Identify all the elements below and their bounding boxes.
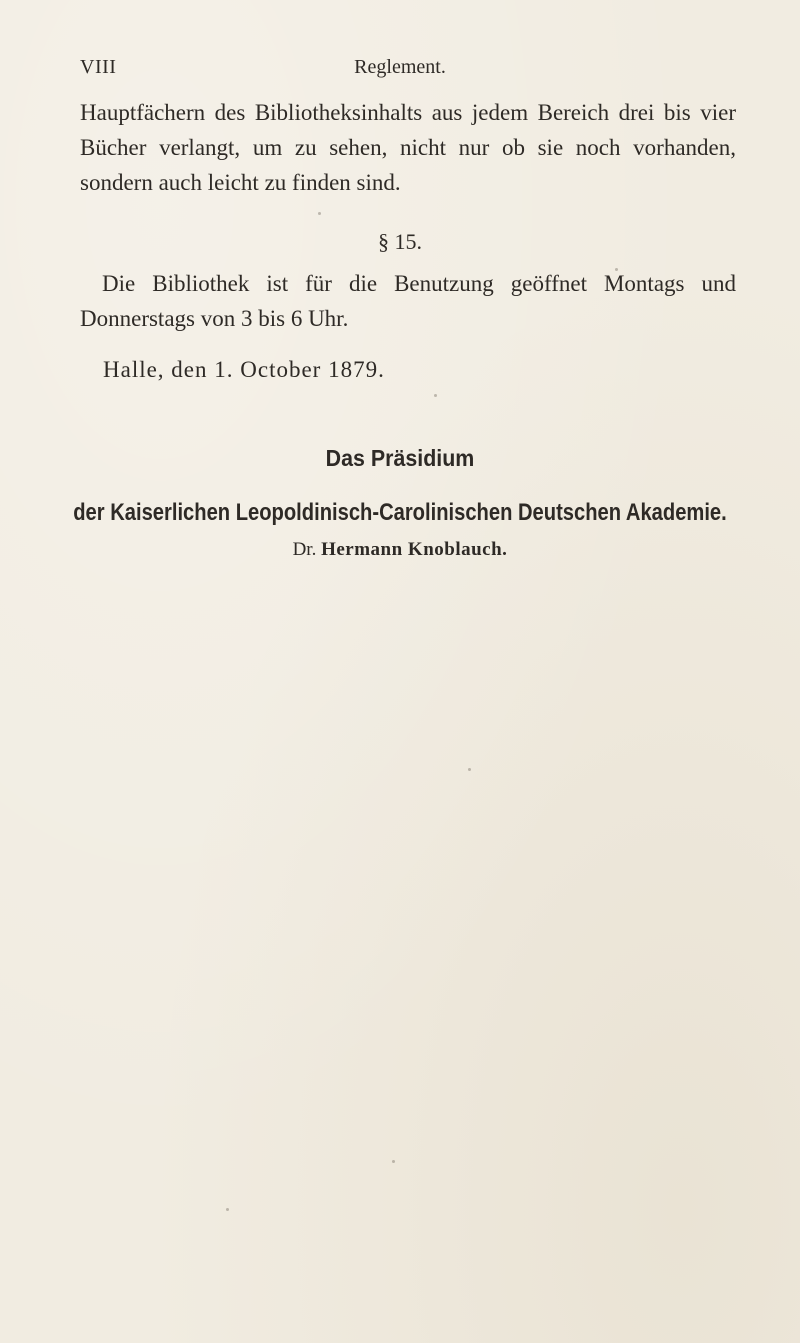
running-title: Reglement. <box>354 56 446 78</box>
signature-organization-heading: Das Präsidium <box>325 445 475 471</box>
signatory-name: Hermann Knoblauch. <box>321 539 508 560</box>
paper-speck <box>468 768 471 771</box>
signatory-title: Dr. <box>292 539 317 560</box>
signature-organization-name: der Kaiserlichen Leopoldinisch-Carolinischen Deutschen Akademie. <box>73 499 727 526</box>
paper-speck <box>392 1160 395 1163</box>
signatory <box>0 539 800 561</box>
section-heading: § 15. <box>378 229 422 254</box>
dateline: Halle, den 1. October 1879. <box>103 357 385 382</box>
paper-speck <box>318 212 321 215</box>
paragraph-opening-hours: Die Bibliothek ist für die Benutzung geöffnet Montags und Donnerstags von 3 bis 6 Uhr. <box>80 271 736 331</box>
paper-speck <box>226 1208 229 1211</box>
paper-speck <box>434 394 437 397</box>
paragraph-continuation: Hauptfächern des Bibliotheksinhalts aus jedem Bereich drei bis vier Bücher verlangt, um zu sehen, nicht nur ob sie noch vorhanden, sondern auch leicht zu finden sind. <box>80 100 736 195</box>
page-number: VIII <box>80 56 117 78</box>
paper-speck <box>615 268 618 271</box>
